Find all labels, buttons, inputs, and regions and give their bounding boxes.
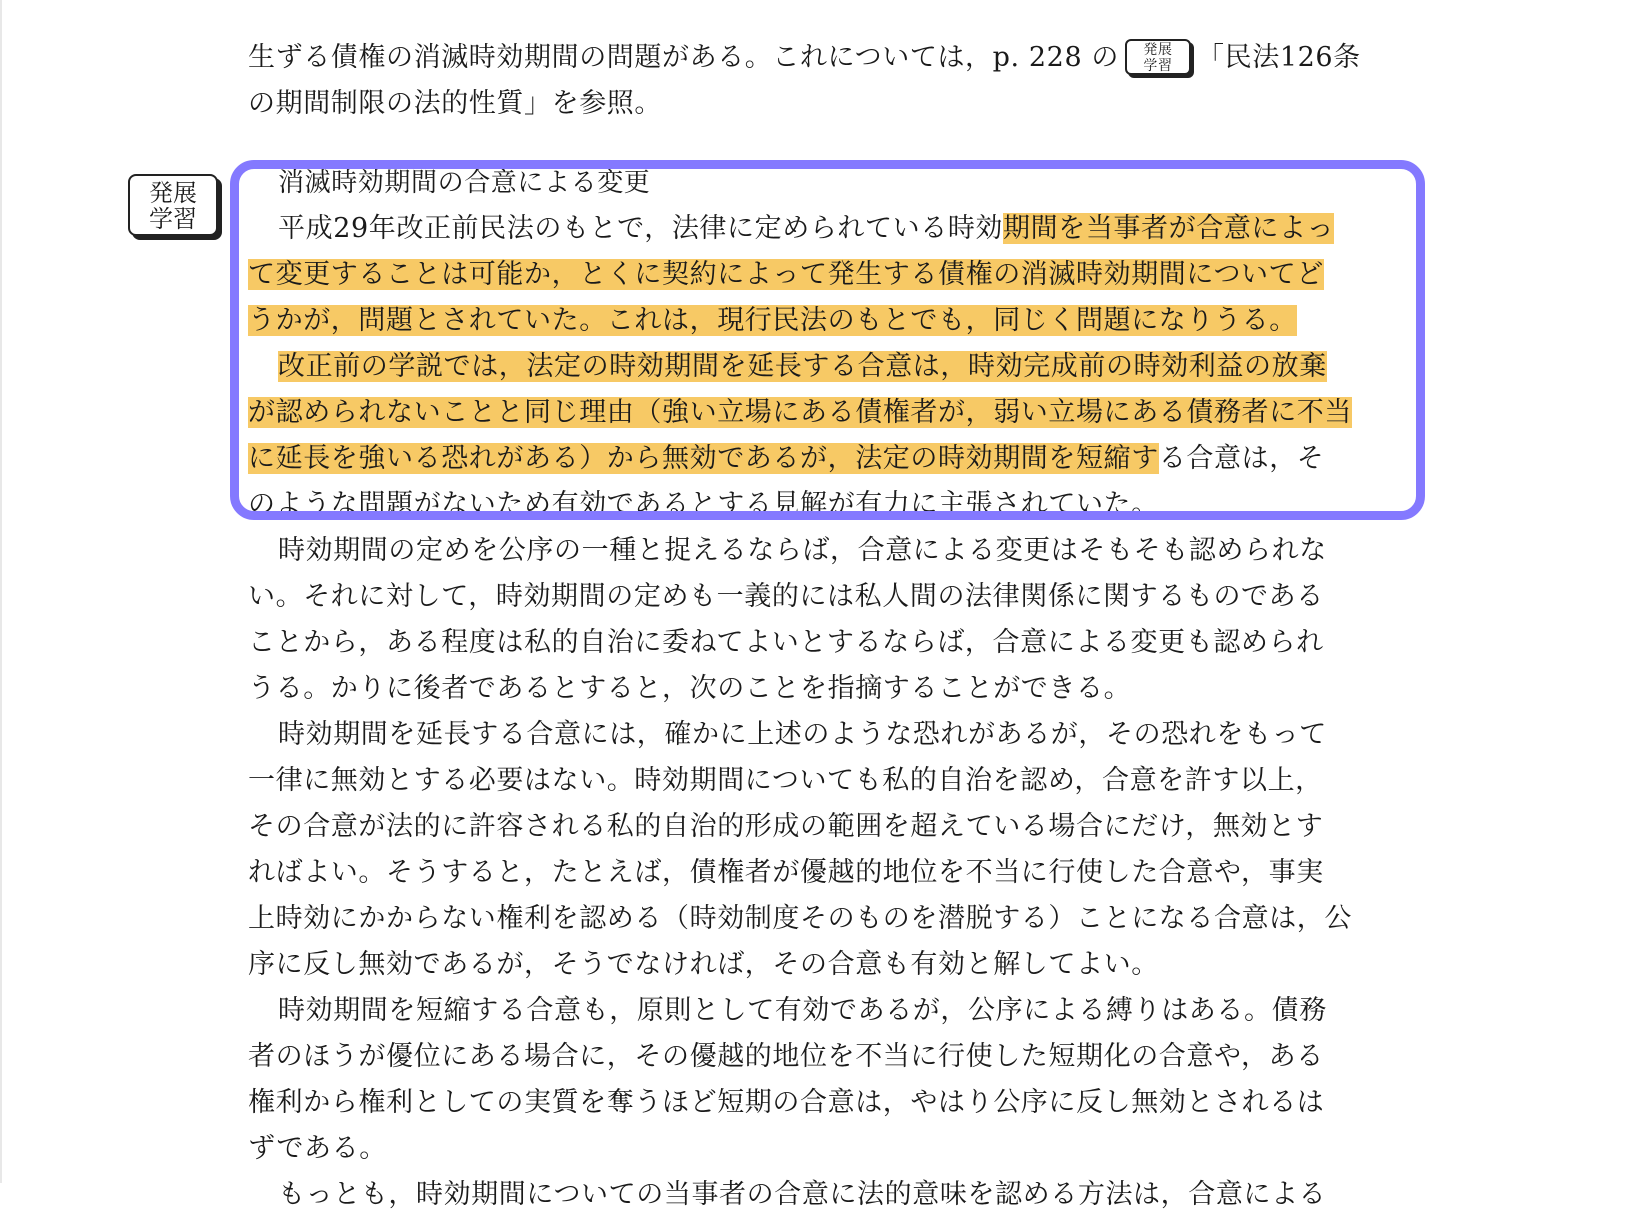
p6-line-1-partial: もっとも，時効期間についての当事者の合意に法的意味を認める方法は，合意による bbox=[278, 1179, 1327, 1210]
p5-line-3: 権利から権利としての実質を奪うほど短期の合意は，やはり公序に反し無効とされるは bbox=[248, 1087, 1325, 1118]
p2-line-2-highlight: が認められないことと同じ理由（強い立場にある債権者が，弱い立場にある債務者に不当 bbox=[248, 397, 1352, 428]
badge-line-1: 発展 bbox=[1143, 41, 1173, 58]
body-text bbox=[248, 528, 1408, 1218]
p4-line-1: 時効期間を延長する合意には，確かに上述のような恐れがあるが，その恐れをもって bbox=[278, 719, 1327, 750]
p5-line-1: 時効期間を短縮する合意も，原則として有効であるが，公序による縛りはある。債務 bbox=[278, 995, 1327, 1026]
p2-line-1 bbox=[248, 344, 1408, 390]
badge-line-1: 発展 bbox=[149, 179, 197, 207]
p3-line-4: うる。かりに後者であるとすると，次のことを指摘することができる。 bbox=[248, 673, 1132, 704]
p4-line-3: その合意が法的に許容される私的自治的形成の範囲を超えている場合にだけ，無効とす bbox=[248, 811, 1324, 842]
p4-line-6: 序に反し無効であるが，そうでなければ，その合意も有効と解してよい。 bbox=[248, 949, 1159, 980]
p2-line-3-plain: る合意は，そ bbox=[1158, 443, 1325, 474]
page-edge bbox=[0, 0, 2, 1183]
p4-line-5: 上時効にかからない権利を認める（時効制度そのものを潜脱する）ことになる合意は，公 bbox=[248, 903, 1352, 934]
development-study-badge bbox=[128, 174, 218, 236]
p2-line-3 bbox=[248, 436, 1408, 482]
p1-line-1-plain: 平成29年改正前民法のもとで，法律に定められている時効 bbox=[278, 213, 1004, 244]
p1-line-1-highlight: 期間を当事者が合意によっ bbox=[1003, 213, 1335, 244]
intro-paragraph bbox=[248, 35, 1408, 127]
badge-line-2: 学習 bbox=[1143, 57, 1173, 74]
p4-line-2: 一律に無効とする必要はない。時効期間についても私的自治を認め，合意を許す以上， bbox=[248, 765, 1323, 796]
p1-line-2 bbox=[248, 252, 1408, 298]
intro-line-1-text: 生ずる債権の消滅時効期間の問題がある。これについては，p. 228 の bbox=[248, 42, 1120, 73]
framed-section bbox=[248, 160, 1408, 528]
p4-line-4: ればよい。そうすると，たとえば，債権者が優越的地位を不当に行使した合意や，事実 bbox=[248, 857, 1324, 888]
p3-line-2: い。それに対して，時効期間の定めも一義的には私人間の法律関係に関するものである bbox=[248, 581, 1324, 612]
intro-line-2: の期間制限の法的性質」を参照。 bbox=[248, 88, 662, 119]
badge-line-2: 学習 bbox=[149, 205, 197, 233]
p3-line-1: 時効期間の定めを公序の一種と捉えるならば，合意による変更はそもそも認められな bbox=[278, 535, 1327, 566]
p3-line-3: ことから，ある程度は私的自治に委ねてよいとするならば，合意による変更も認められ bbox=[248, 627, 1324, 658]
section-title: 消滅時効期間の合意による変更 bbox=[278, 168, 651, 198]
p1-line-2-highlight: て変更することは可能か，とくに契約によって発生する債権の消滅時効期間についてど bbox=[248, 259, 1324, 290]
p1-line-3 bbox=[248, 298, 1408, 344]
p5-line-4: ずである。 bbox=[248, 1133, 387, 1164]
p2-line-1-highlight: 改正前の学説では，法定の時効期間を延長する合意は，時効完成前の時効利益の放棄 bbox=[278, 351, 1327, 382]
intro-line-1 bbox=[248, 35, 1408, 81]
p2-line-2 bbox=[248, 390, 1408, 436]
intro-line-1-after: 「民法126条 bbox=[1197, 42, 1361, 73]
p1-line-3-highlight: うかが，問題とされていた。これは，現行民法のもとでも，同じく問題になりうる。 bbox=[248, 305, 1297, 336]
p2-line-3-highlight: に延長を強いる恐れがある）から無効であるが，法定の時効期間を短縮す bbox=[248, 443, 1159, 474]
development-study-badge-inline bbox=[1125, 39, 1191, 75]
p5-line-2: 者のほうが優位にある場合に，その優越的地位を不当に行使した短期化の合意や，ある bbox=[248, 1041, 1324, 1072]
p2-line-4: のような問題がないため有効であるとする見解が有力に主張されていた。 bbox=[248, 489, 1159, 520]
p1-line-1 bbox=[248, 206, 1408, 252]
